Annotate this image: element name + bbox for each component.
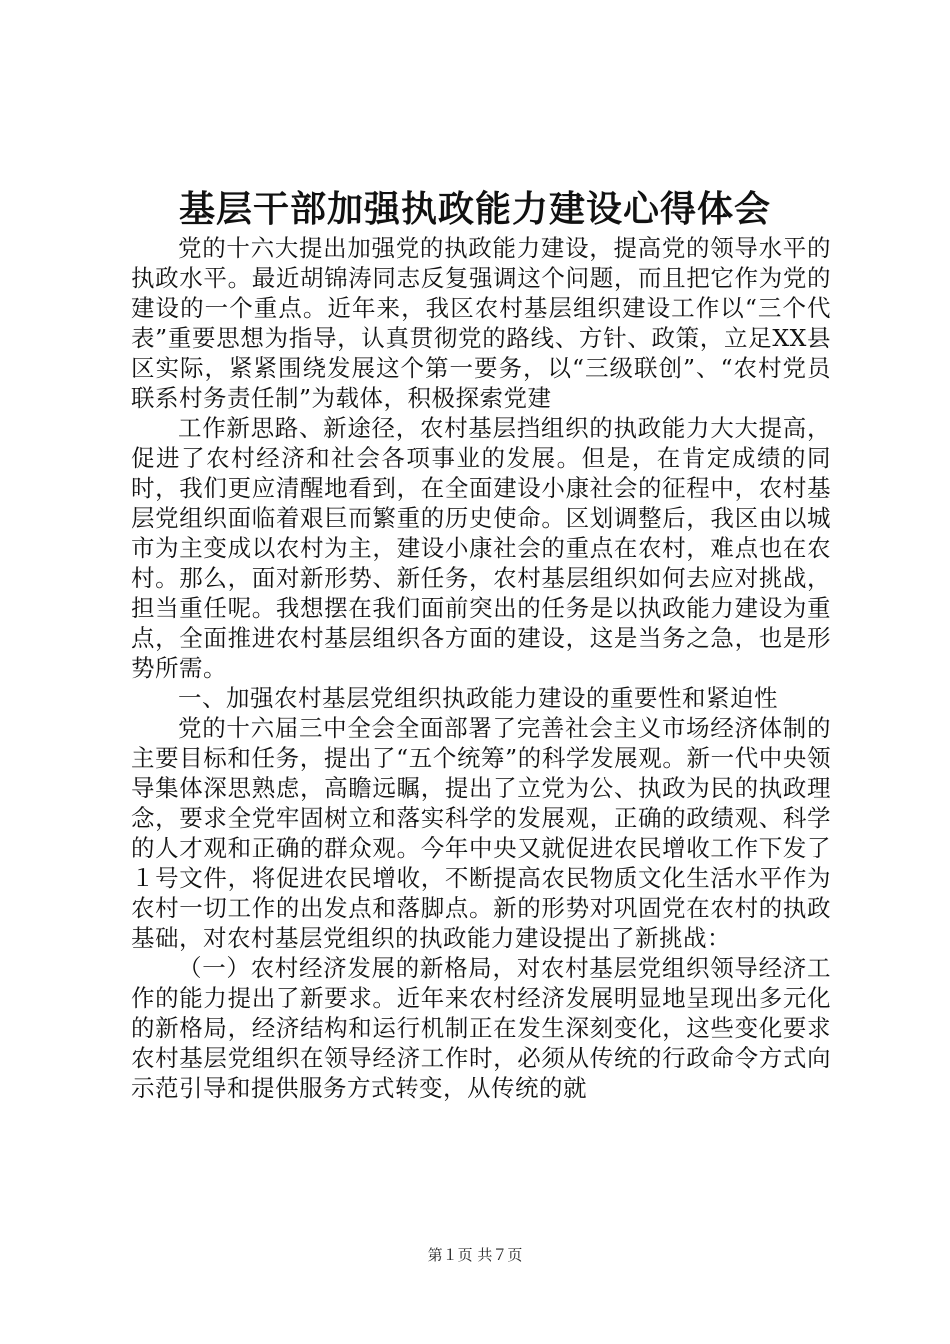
- document-body: [131, 233, 831, 1103]
- paragraph: 党的十六届三中全会全面部署了完善社会主义市场经济体制的主要目标和任务，提出了“五个统筹”的科学发展观。新一代中央领导集体深思熟虑，高瞻远瞩，提出了立党为公、执政为民的执政理念，要求全党牢固树立和落实科学的发展观，正确的政绩观、科学的人才观和正确的群众观。今年中央又就促进农民增收工作下发了１号文件，将促进农民增收，不断提高农民物质文化生活水平作为农村一切工作的出发点和落脚点。新的形势对巩固党在农村的执政基础，对农村基层党组织的执政能力建设提出了新挑战：: [131, 714, 831, 952]
- paragraph: 党的十六大提出加强党的执政能力建设，提高党的领导水平的执政水平。最近胡锦涛同志反复强调这个问题，而且把它作为党的建设的一个重点。近年来，我区农村基层组织建设工作以“三个代表”重要思想为指导，认真贯彻党的路线、方针、政策，立足XX县区实际，紧紧围绕发展这个第一要务，以“三级联创”、“农村党员联系村务责任制”为载体，积极探索党建: [131, 234, 831, 412]
- paragraph: 工作新思路、新途径，农村基层挡组织的执政能力大大提高，促进了农村经济和社会各项事业的发展。但是，在肯定成绩的同时，我们更应清醒地看到，在全面建设小康社会的征程中，农村基层党组织面临着艰巨而繁重的历史使命。区划调整后，我区由以城市为主变成以农村为主，建设小康社会的重点在农村，难点也在农村。那么，面对新形势、新任务，农村基层组织如何去应对挑战，担当重任呢。我想摆在我们面前突出的任务是以执政能力建设为重点，全面推进农村基层组织各方面的建设，这是当务之急，也是形势所需。: [131, 414, 831, 682]
- paragraph: （一）农村经济发展的新格局，对农村基层党组织领导经济工作的能力提出了新要求。近年来农村经济发展明显地呈现出多元化的新格局，经济结构和运行机制正在发生深刻变化，这些变化要求农村基层党组织在领导经济工作时，必须从传统的行政命令方式向示范引导和提供服务方式转变，从传统的就: [131, 954, 831, 1102]
- document-title: 基层干部加强执政能力建设心得体会: [178, 188, 771, 230]
- page-footer: 第１页 共７页: [427, 1246, 523, 1264]
- section-heading: 一、加强农村基层党组织执政能力建设的重要性和紧迫性: [178, 684, 778, 712]
